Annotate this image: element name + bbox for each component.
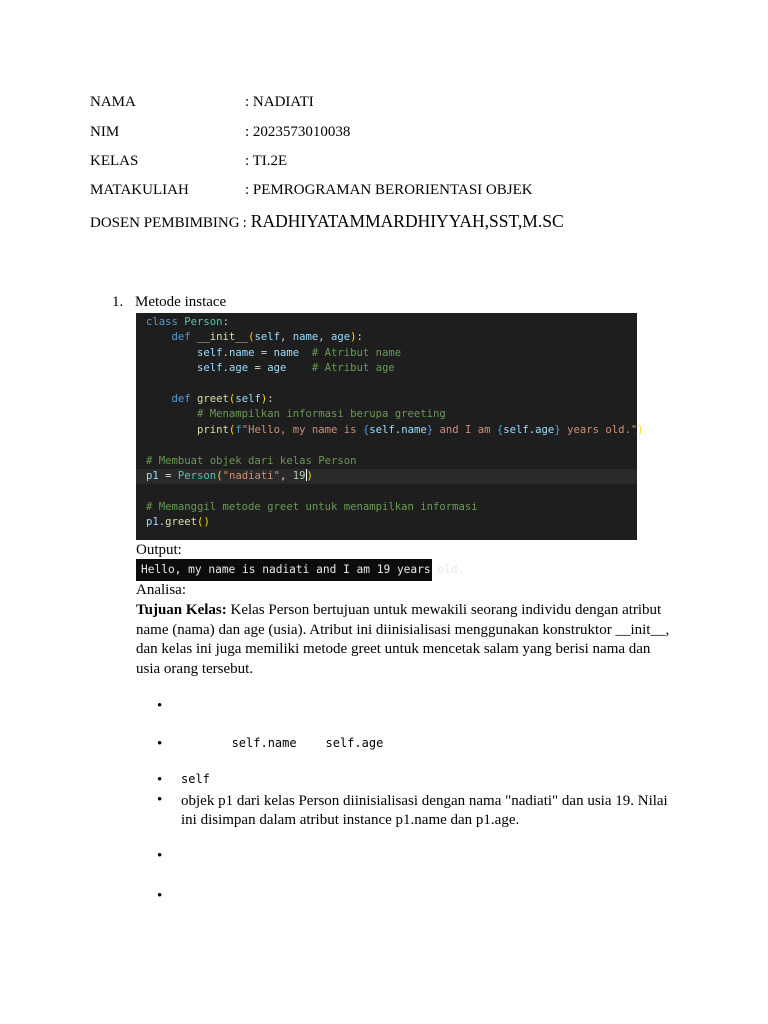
section-title-text: Metode instace (135, 294, 227, 310)
output-console: Hello, my name is nadiati and I am 19 years old. (136, 559, 432, 581)
code-token: ( (228, 423, 236, 436)
code-token: { (496, 423, 504, 436)
code-token: = (158, 469, 178, 482)
code-token: ( (248, 331, 255, 344)
code-token (146, 408, 197, 420)
header-row-dosen (90, 212, 564, 232)
code-token: p1 (146, 516, 159, 529)
code-token: p1 (146, 469, 159, 482)
section-title (112, 294, 226, 311)
code-token: . (222, 346, 229, 359)
code-token (146, 393, 172, 405)
code-token: ( (216, 469, 223, 482)
header-label: NIM (90, 124, 120, 140)
code-token: . (394, 423, 402, 436)
code-token: = (248, 362, 268, 375)
code-token: , (318, 331, 332, 344)
code-token: __init__ (197, 331, 249, 344)
code-line (136, 377, 637, 392)
code-token: # Membuat objek dari kelas Person (146, 454, 357, 467)
code-token: self (197, 346, 223, 359)
code-token (146, 331, 172, 343)
code-token: ) (203, 516, 210, 529)
header-label: DOSEN PEMBIMBING (90, 215, 240, 231)
analisa-paragraph (136, 601, 676, 679)
code-token: # Memanggil metode greet untuk menampilkan informasi (146, 500, 478, 513)
code-token (146, 347, 197, 359)
code-token: self (503, 423, 529, 436)
code-token: = (254, 346, 274, 359)
code-token: . (528, 423, 536, 436)
code-token: "nadiati" (222, 469, 280, 482)
code-token: and I am (433, 423, 497, 436)
tujuan-label: Tujuan Kelas: (136, 602, 227, 618)
code-line (136, 346, 637, 361)
code-token: name (273, 346, 300, 359)
code-line (136, 407, 637, 422)
header-value: RADHIYATAMMARDHIYYAH,SST,M.SC (250, 211, 564, 231)
code-line (136, 392, 637, 407)
code-token: greet (165, 516, 198, 529)
code-token: age (267, 362, 287, 375)
bullet-text: self.name self.age (181, 736, 384, 750)
code-token: self (254, 331, 280, 344)
code-token: self (235, 392, 261, 405)
code-token: : (356, 331, 363, 344)
code-token: , (279, 331, 293, 344)
code-token: ( (197, 516, 204, 529)
code-token: age (228, 362, 249, 375)
code-token: } (554, 423, 561, 436)
code-token: ) (306, 469, 313, 482)
code-token: def (171, 392, 198, 405)
code-token: ) (260, 392, 268, 405)
code-token: } (426, 423, 434, 436)
code-token: # Atribut age (311, 362, 395, 375)
bullet-text: self (181, 772, 210, 786)
output-label: Output: (136, 542, 182, 558)
header-label: KELAS (90, 153, 139, 169)
bullet-dot: • (157, 888, 163, 904)
section-number: 1. (112, 294, 124, 310)
bullet-text: objek p1 dari kelas Person diinisialisasi dengan nama "nadiati" dan usia 19. Nilai ini disimpan dalam atribut instance p1.name dan p1.age. (181, 793, 668, 828)
header-label: MATAKULIAH (90, 182, 189, 198)
code-token: . (158, 516, 166, 529)
code-token: name (401, 423, 427, 436)
header-value: : TI.2E (245, 153, 288, 169)
code-token: # Menampilkan informasi berupa greeting (197, 408, 446, 421)
code-token: print (197, 423, 229, 436)
code-token: . (222, 362, 229, 375)
tujuan-text: Kelas Person bertujuan untuk mewakili seorang individu dengan atribut name (nama) dan age (usia). Atribut ini diinisialisasi menggunakan konstruktor __init__, dan kelas ini juga memiliki metode greet untuk mencetak salam yang berisi nama dan usia orang tersebut. (136, 602, 670, 677)
code-line (136, 423, 644, 438)
code-line (136, 315, 637, 330)
code-token (299, 347, 312, 359)
code-line (136, 515, 637, 530)
header-value: : NADIATI (245, 94, 314, 110)
code-line (136, 361, 637, 376)
code-token: # Atribut name (311, 346, 402, 359)
code-token (286, 362, 312, 374)
bullet-dot: • (157, 736, 163, 752)
code-token: def (171, 331, 198, 344)
code-token: "Hello, my name is (241, 423, 363, 436)
analisa-label: Analisa: (136, 582, 186, 598)
code-line (136, 500, 637, 515)
code-token: age (331, 331, 351, 344)
code-token: ) (350, 331, 357, 344)
code-line (136, 330, 637, 345)
code-token: name (228, 346, 255, 359)
code-token: name (292, 331, 319, 344)
code-line (136, 469, 637, 484)
code-token: , (279, 469, 293, 482)
code-token: self (369, 423, 395, 436)
code-token: f (235, 423, 242, 436)
code-token: : (267, 392, 274, 405)
code-token: age (535, 423, 555, 436)
code-token: Person (184, 316, 223, 328)
bullet-dot: • (157, 772, 163, 788)
code-screenshot (136, 313, 644, 540)
bullet-dot: • (157, 698, 163, 714)
code-token (146, 362, 197, 374)
header-value: : 2023573010038 (245, 124, 351, 140)
code-token (146, 424, 197, 436)
code-token: class (146, 316, 185, 328)
header-value: : PEMROGRAMAN BERORIENTASI OBJEK (245, 182, 533, 198)
code-line (136, 454, 637, 469)
header-separator: : (242, 215, 247, 231)
code-token: 19 (292, 469, 306, 482)
code-token: Person (177, 469, 217, 482)
code-token: greet (197, 392, 229, 405)
code-token: { (362, 423, 370, 436)
header-label: NAMA (90, 94, 136, 110)
code-token: ) (637, 423, 644, 436)
code-line (136, 438, 637, 453)
bullet-dot: • (157, 848, 163, 864)
bullet-dot: • (157, 792, 163, 808)
code-line (136, 484, 637, 499)
code-token: self (197, 362, 223, 375)
code-token: ( (228, 392, 236, 405)
code-token: years old." (560, 423, 638, 436)
code-token: : (222, 316, 229, 328)
